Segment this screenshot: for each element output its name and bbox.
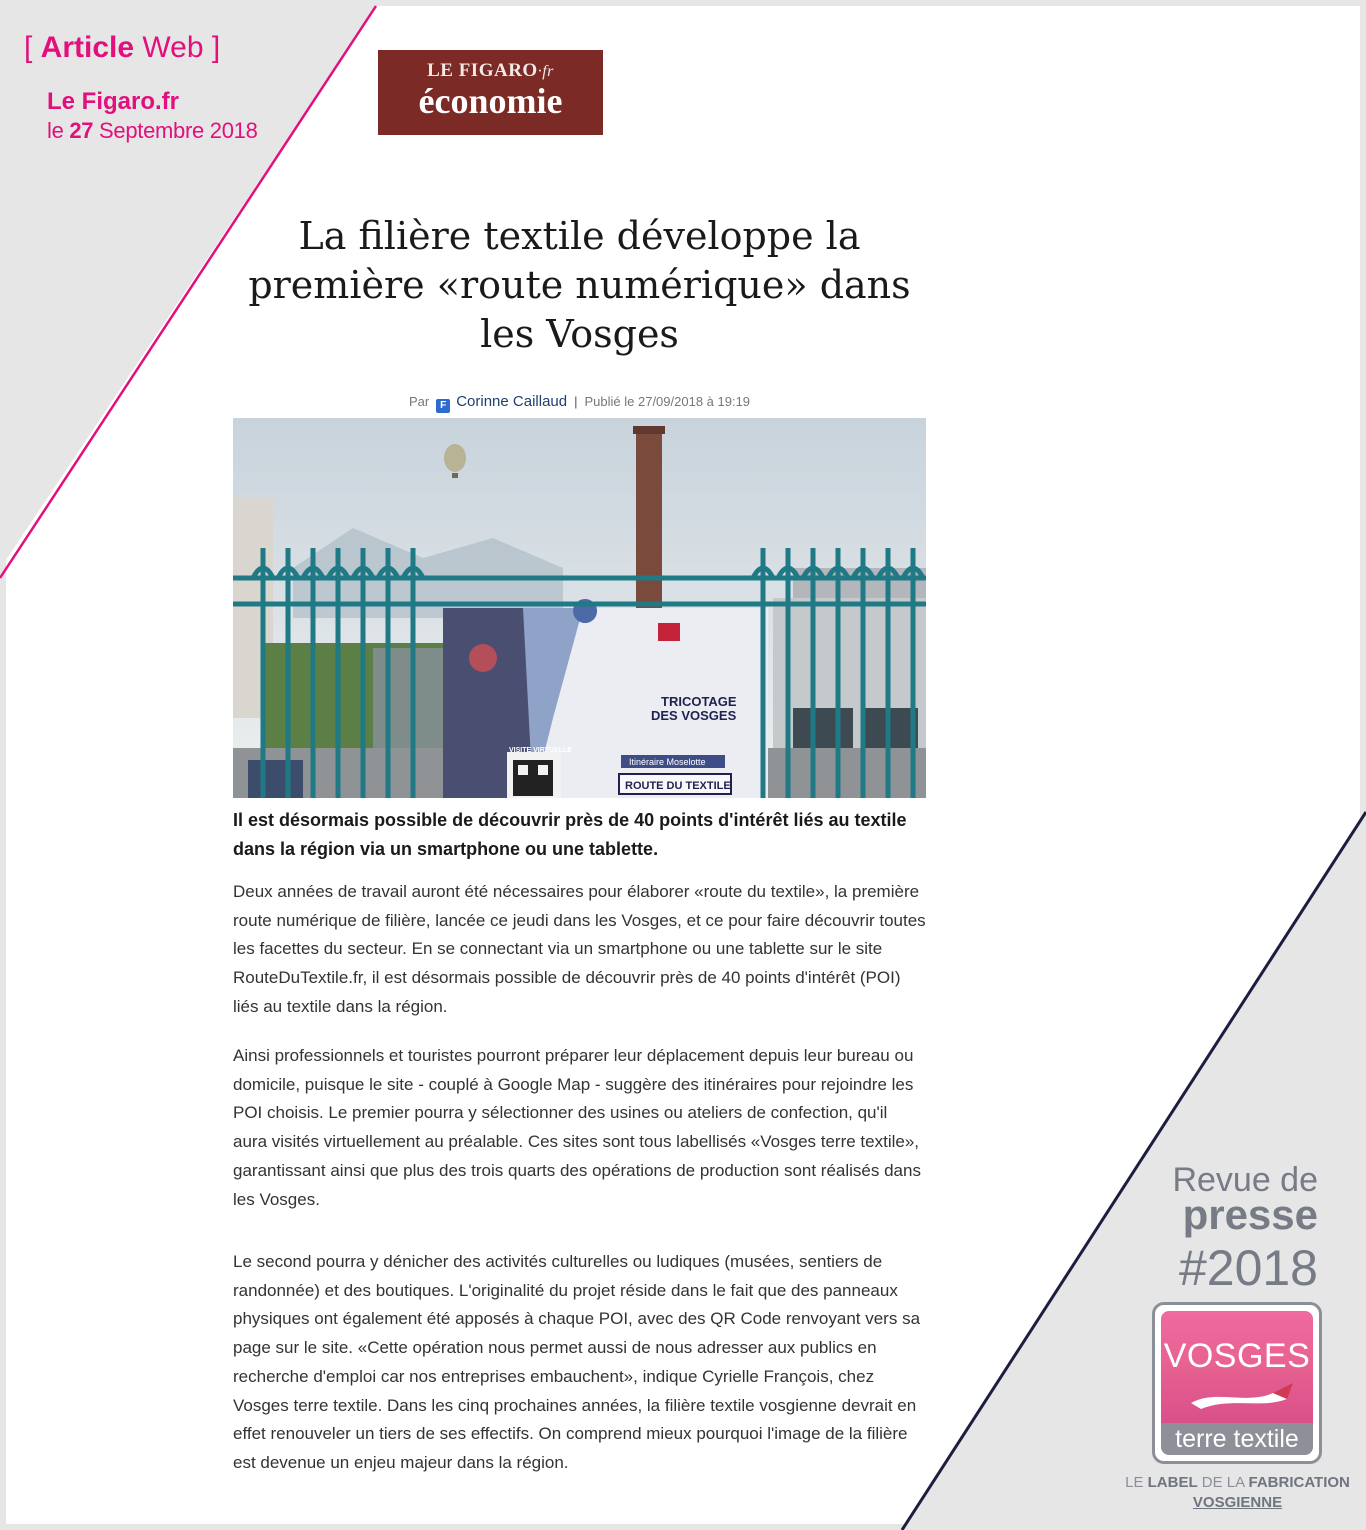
label-tagline: LE LABEL DE LA FABRICATION [1125, 1474, 1350, 1491]
article-paragraph-2: Ainsi professionnels et touristes pourront préparer leur déplacement depuis leur bureau ou domicile, puisque le site - couplé à Google Map - suggère des itinéraires pour rejoindre les POI choisis. Le premier pourra y sélectionner des usines ou ateliers de confection, qu'il aura visités virtuellement au préalable. Ces sites sont tous labellisés «Vosges terre textile», garantissant ainsi que plus des trois quarts des opérations de production sont réalisés dans les Vosges. [233, 1046, 921, 1209]
publish-date: Publié le 27/09/2018 à 19:19 [584, 394, 751, 409]
byline [233, 393, 926, 413]
photo-sign-line2: DES VOSGES [651, 708, 737, 723]
article-title: La filière textile développe la première «route numérique» dans les Vosges [248, 214, 911, 356]
article-paragraph-3: Le second pourra y dénicher des activités culturelles ou ludiques (musées, sentiers de randonnée) et des boutiques. L'originalité du projet réside dans le fait que des panneaux physiques ont également été apposés à chaque POI, avec des QR Code renvoyant vers sa page sur le site. «Cette opération nous permet aussi de nous adresser aux publics en recherche d'emploi car nos entreprises embauchent», indique Cyrielle François, chez Vosges terre textile. Dans les cinq prochaines années, la filière textile vosgienne devrait en effet renouveler un tiers de ses effectifs. On comprend mieux pourquoi l'image de la filière est devenue un enjeu majeur dans la région. [233, 1252, 921, 1472]
presse-label: presse [1182, 1191, 1318, 1238]
revue-de-label: Revue de [1172, 1161, 1318, 1199]
source-name: Le Figaro.fr [47, 88, 180, 115]
photo-itinerary: Itinéraire Moselotte [629, 757, 706, 767]
vosges-terre-textile-badge [1152, 1302, 1322, 1464]
photo-sign-line1: TRICOTAGE [661, 694, 737, 709]
author-link[interactable]: Corinne Caillaud [456, 393, 568, 410]
badge-top-text: VOSGES [1163, 1337, 1311, 1375]
article-photo [233, 418, 926, 798]
figaro-icon: F [436, 399, 450, 413]
fabric-icon [1161, 1375, 1319, 1415]
by-prefix: Par [408, 394, 430, 409]
photo-visite: VISITE VIRTUELLE [509, 747, 573, 754]
article-paragraph-1: Deux années de travail auront été nécessaires pour élaborer «route du textile», la première route numérique de filière, lancée ce jeudi dans les Vosges, et ce pour faire découvrir toutes les facettes du secteur. En se connectant via un smartphone ou une tablette sur le site RouteDuTextile.fr, il est désormais possible de découvrir près de 40 points d'intérêt (POI) liés au textile dans la région. [233, 882, 926, 1016]
photo-route: ROUTE DU TEXTILE [625, 780, 731, 792]
article-lead: Il est désormais possible de découvrir près de 40 points d'intérêt liés au textile dans la région via un smartphone ou une tablette. [233, 810, 907, 859]
figaro-economie-logo: LE FIGARO·fr économie [378, 50, 603, 135]
badge-bottom-text: terre textile [1161, 1423, 1313, 1455]
byline-separator: | [574, 394, 578, 409]
article-tag: [ Article Web ] [24, 31, 221, 64]
year-label: #2018 [1178, 1240, 1318, 1296]
source-date: le 27 Septembre 2018 [47, 118, 258, 143]
label-tagline-2: VOSGIENNE [1192, 1494, 1283, 1511]
